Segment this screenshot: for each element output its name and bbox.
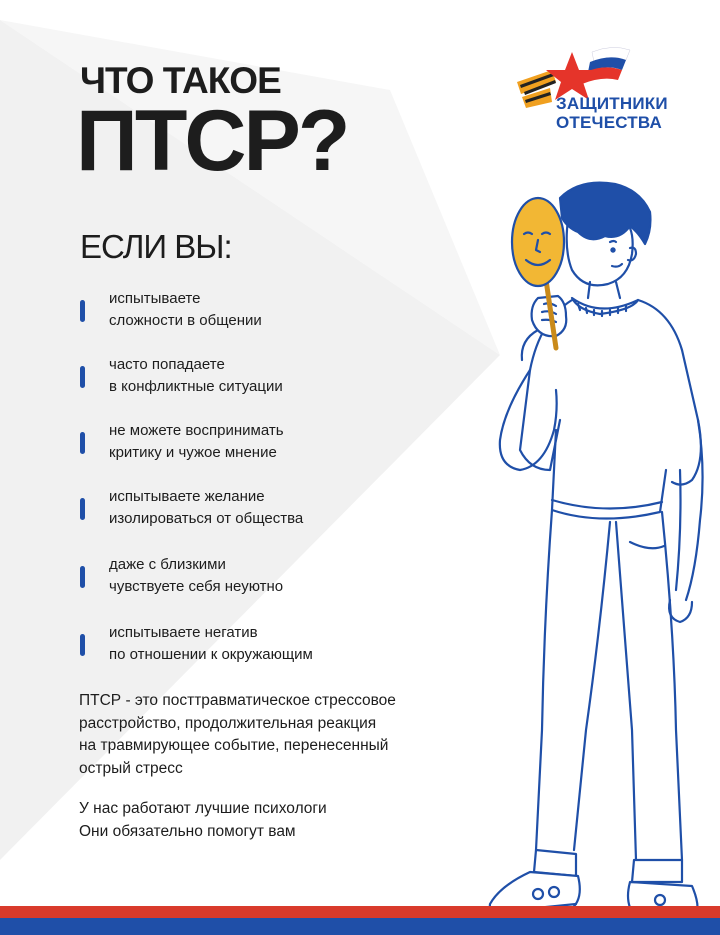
support-message: У нас работают лучшие психологи Они обязательно помогут вам [79, 800, 327, 840]
if-you-heading: ЕСЛИ ВЫ: [80, 228, 232, 265]
person-with-mask-illustration [460, 170, 720, 935]
list-item-text: даже с близкими чувствуете себя неуютно [109, 556, 284, 595]
ribbon-icon [517, 70, 556, 108]
bullet-marker [80, 300, 85, 322]
list-item [80, 486, 410, 536]
bullet-marker [80, 634, 85, 656]
bullet-marker [80, 366, 85, 388]
bullet-marker [80, 498, 85, 520]
red-star-icon [546, 52, 598, 100]
list-item-text: не можете воспринимать критику и чужое мнение [109, 422, 284, 461]
bullet-marker [80, 566, 85, 588]
list-item [80, 354, 410, 404]
flag-swoosh-icon [582, 47, 630, 84]
list-item [80, 554, 410, 604]
bullet-marker [80, 432, 85, 454]
ptsd-definition: ПТСР - это посттравматическое стрессовое расстройство, продолжительная реакция на травмирующее событие, перенесенный острый стресс [79, 692, 396, 777]
list-item-text: испытываете сложности в общении [109, 290, 262, 329]
list-item-text: испытываете желание изолироваться от общества [109, 488, 304, 527]
bottom-stripe-red [0, 906, 720, 918]
list-item [80, 288, 410, 338]
logo-line2: ОТЕЧЕСТВА [556, 113, 662, 132]
logo-text [556, 94, 668, 132]
list-item [80, 622, 410, 672]
list-item-text: часто попадаете в конфликтные ситуации [109, 356, 283, 395]
page-title-acronym: ПТСР? [76, 93, 348, 189]
bottom-stripe-blue [0, 918, 720, 935]
logo-line1: ЗАЩИТНИКИ [556, 94, 668, 113]
list-item-text: испытываете негатив по отношении к окружающим [109, 624, 313, 663]
page-title-line1: ЧТО ТАКОЕ [80, 60, 281, 101]
list-item [80, 420, 410, 470]
